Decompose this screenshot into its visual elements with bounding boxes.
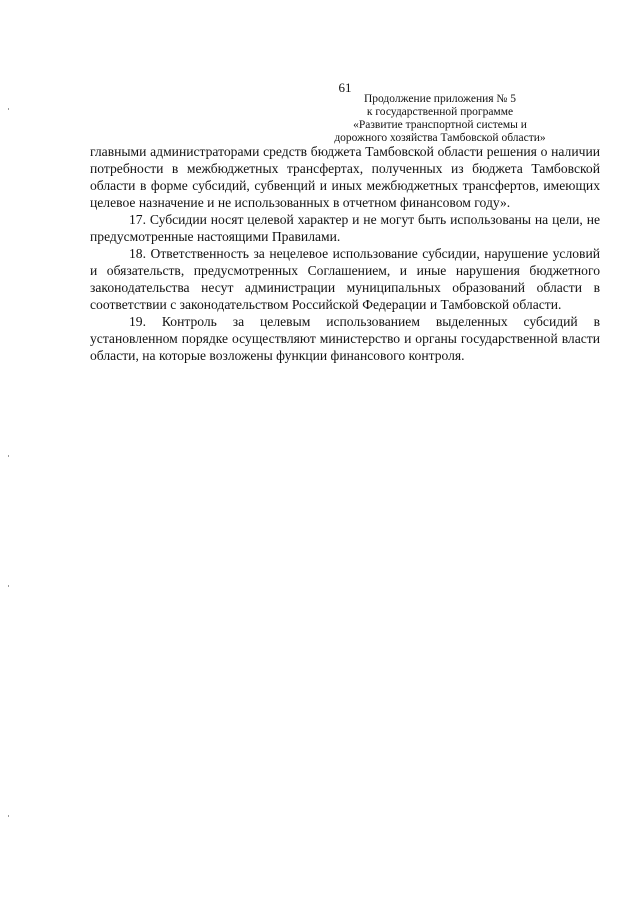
appendix-header-line: дорожного хозяйства Тамбовской области» (334, 132, 546, 144)
paragraph-18: 18. Ответственность за нецелевое использование субсидии, нарушение условий и обязательств, предусмотренных Соглашением, и иные нарушения бюджетного законодательства несут администрации муниципальных образований области в соответствии с законодательством Российской Федерации и Тамбовской области. (90, 246, 600, 312)
appendix-header-line: к государственной программе (366, 106, 514, 118)
appendix-header-line: «Развитие транспортной системы и (353, 119, 527, 131)
paragraph-continuation: главными администраторами средств бюджета Тамбовской области решения о наличии потребности в межбюджетных трансфертах, полученных из бюджета Тамбовской области в форме субсидий, субвенций и иных межбюджетных трансфертов, имеющих целевое назначение и не использованных в отчетном финансовом году». (90, 144, 600, 210)
appendix-header (300, 93, 580, 145)
paragraph-19: 19. Контроль за целевым использованием выделенных субсидий в установленном порядке осуществляют министерство и органы государственной власти области, на которые возложены функции финансового контроля. (90, 314, 600, 363)
paragraph-17: 17. Субсидии носят целевой характер и не могут быть использованы на цели, не предусмотренные настоящими Правилами. (90, 212, 600, 244)
appendix-header-line: Продолжение приложения № 5 (363, 93, 517, 105)
scan-margin-mark (8, 108, 9, 110)
scan-margin-mark (8, 815, 9, 817)
scan-margin-mark (8, 455, 9, 457)
document-body (90, 143, 600, 364)
page-number: 61 (338, 80, 352, 95)
scan-margin-mark (8, 585, 9, 587)
